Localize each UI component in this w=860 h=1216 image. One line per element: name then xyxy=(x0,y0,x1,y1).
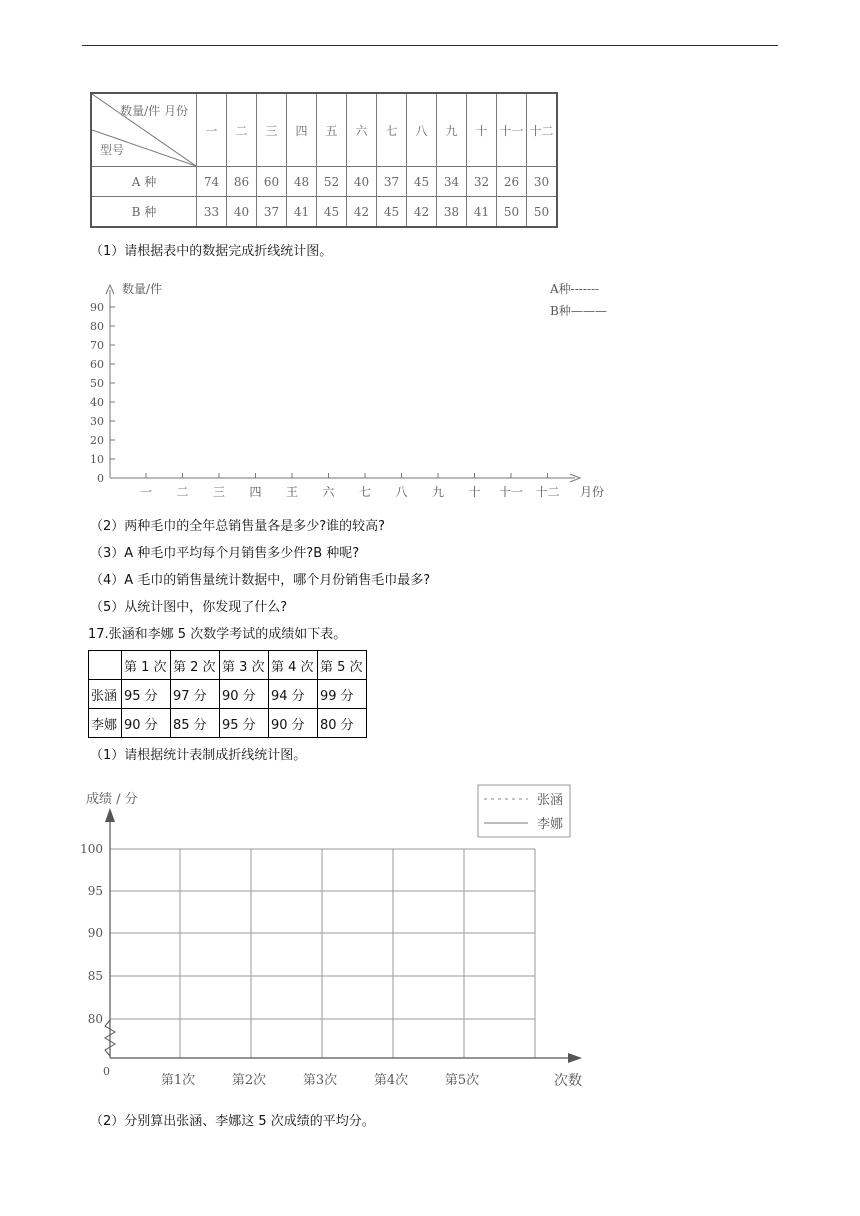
chart1-ytick-label: 50 xyxy=(90,377,104,390)
month-header-cell: 九 xyxy=(437,93,467,167)
month-header-cell: 三 xyxy=(257,93,287,167)
score-cell: 99 分 xyxy=(318,680,367,709)
sales-value-cell: 50 xyxy=(527,197,558,228)
sales-value-cell: 38 xyxy=(437,197,467,228)
score-cell: 95 分 xyxy=(220,709,269,738)
chart1-ytick-label: 0 xyxy=(97,472,104,485)
score-header-cell: 第 1 次 xyxy=(122,651,171,680)
chart1-xtick-label: 十 xyxy=(468,485,481,499)
question-17-2: （2）分别算出张涵、李娜这 5 次成绩的平均分。 xyxy=(90,1114,375,1129)
score-cell: 94 分 xyxy=(269,680,318,709)
score-cell: 95 分 xyxy=(122,680,171,709)
month-header-cell: 十二 xyxy=(527,93,558,167)
chart2-ytick-label: 100 xyxy=(80,842,103,856)
score-cell: 90 分 xyxy=(122,709,171,738)
sales-value-cell: 86 xyxy=(227,167,257,197)
sales-value-cell: 60 xyxy=(257,167,287,197)
question-17-1: （1）请根据统计表制成折线统计图。 xyxy=(90,748,307,763)
chart2-ytick-label: 80 xyxy=(87,1012,103,1026)
student-name-cell: 张涵 xyxy=(89,680,122,709)
score-cell: 90 分 xyxy=(220,680,269,709)
question-16-1: （1）请根据表中的数据完成折线统计图。 xyxy=(90,244,333,259)
sales-row-b xyxy=(91,197,557,228)
sales-value-cell: 34 xyxy=(437,167,467,197)
problem-17-title: 17.张涵和李娜 5 次数学考试的成绩如下表。 xyxy=(88,627,347,642)
chart1-xtick-label: 八 xyxy=(395,485,408,499)
sales-value-cell: 45 xyxy=(377,197,407,228)
sales-value-cell: 74 xyxy=(197,167,227,197)
chart1-xtick-label: 九 xyxy=(431,485,445,499)
month-header-cell: 二 xyxy=(227,93,257,167)
chart2-ytick-label: 85 xyxy=(87,969,103,983)
score-cell: 97 分 xyxy=(171,680,220,709)
chart1-legend-a: A种------- xyxy=(550,282,600,296)
sales-value-cell: 42 xyxy=(407,197,437,228)
chart2-ytick-label: 95 xyxy=(87,884,103,898)
score-table xyxy=(88,650,367,738)
score-header-cell: 第 4 次 xyxy=(269,651,318,680)
legend-zhanghan-label: 张涵 xyxy=(537,793,564,808)
chart1-ytick-label: 70 xyxy=(90,339,104,352)
chart1-xtick-label: 七 xyxy=(358,485,372,499)
corner-label-top: 数量/件 月份 xyxy=(120,104,188,118)
chart1-xtick-label: 六 xyxy=(322,485,335,499)
chart2-legend-box xyxy=(478,785,570,837)
question-16-4: （4）A 毛巾的销售量统计数据中，哪个月份销售毛巾最多? xyxy=(90,573,431,588)
sales-value-cell: 37 xyxy=(257,197,287,228)
score-header-cell: 第 3 次 xyxy=(220,651,269,680)
chart2-origin: 0 xyxy=(103,1065,110,1078)
chart2-xtick-label: 第2次 xyxy=(231,1073,267,1088)
chart1-xtick-label: 王 xyxy=(285,485,299,499)
sales-value-cell: 37 xyxy=(377,167,407,197)
sales-value-cell: 33 xyxy=(197,197,227,228)
sales-table xyxy=(90,92,558,228)
question-16-5: （5）从统计图中，你发现了什么? xyxy=(90,600,288,615)
month-header-cell: 八 xyxy=(407,93,437,167)
corner-label-bottom: 型号 xyxy=(100,143,125,157)
score-header-cell xyxy=(89,651,122,680)
chart1-xtick-label: 十一 xyxy=(498,485,524,499)
question-16-2: （2）两种毛巾的全年总销售量各是多少?谁的较高? xyxy=(90,519,386,534)
chart1-ytick-label: 90 xyxy=(90,301,104,314)
score-row-zhanghan xyxy=(89,680,367,709)
chart2-xtick-label: 第5次 xyxy=(444,1073,480,1088)
sales-value-cell: 32 xyxy=(467,167,497,197)
chart2-xtick-label: 第3次 xyxy=(302,1073,338,1088)
sales-value-cell: 30 xyxy=(527,167,558,197)
score-cell: 85 分 xyxy=(171,709,220,738)
sales-value-cell: 41 xyxy=(467,197,497,228)
sales-value-cell: 40 xyxy=(227,197,257,228)
sales-value-cell: 45 xyxy=(317,197,347,228)
sales-value-cell: 26 xyxy=(497,167,527,197)
sales-value-cell: 50 xyxy=(497,197,527,228)
month-header-cell: 四 xyxy=(287,93,317,167)
month-header-cell: 六 xyxy=(347,93,377,167)
month-header-cell: 十 xyxy=(467,93,497,167)
score-header-cell: 第 2 次 xyxy=(171,651,220,680)
sales-value-cell: 42 xyxy=(347,197,377,228)
chart1-ytick-label: 30 xyxy=(90,415,104,428)
chart1-ytick-label: 60 xyxy=(90,358,104,371)
legend-lina-label: 李娜 xyxy=(537,817,564,832)
table-corner-cell xyxy=(91,93,197,167)
chart2-ylabel: 成绩 / 分 xyxy=(86,792,138,807)
chart1-xtick-label: 十二 xyxy=(535,485,560,499)
chart1-ytick-label: 10 xyxy=(90,453,104,466)
sales-value-cell: 41 xyxy=(287,197,317,228)
student-name-cell: 李娜 xyxy=(89,709,122,738)
month-header-cell: 七 xyxy=(377,93,407,167)
chart1-ytick-label: 20 xyxy=(90,434,104,447)
row-label: B 种 xyxy=(91,197,197,228)
chart2-xtick-label: 第1次 xyxy=(160,1073,196,1088)
month-header-cell: 十一 xyxy=(497,93,527,167)
chart1-xtick-label: 二 xyxy=(176,485,189,499)
chart1-xtick-label: 一 xyxy=(139,485,153,499)
chart1-ytick-label: 80 xyxy=(90,320,104,333)
sales-header-row xyxy=(91,93,557,167)
score-row-lina xyxy=(89,709,367,738)
chart1-ytick-label: 40 xyxy=(90,396,104,409)
month-header-cell: 五 xyxy=(317,93,347,167)
sales-value-cell: 52 xyxy=(317,167,347,197)
sales-value-cell: 48 xyxy=(287,167,317,197)
sales-value-cell: 40 xyxy=(347,167,377,197)
score-header-row xyxy=(89,651,367,680)
question-16-3: （3）A 种毛巾平均每个月销售多少件?B 种呢? xyxy=(90,546,360,561)
row-label: A 种 xyxy=(91,167,197,197)
chart1-legend-b: B种——— xyxy=(550,304,607,318)
chart1-ylabel: 数量/件 xyxy=(122,282,163,296)
month-header-cell: 一 xyxy=(197,93,227,167)
score-cell: 90 分 xyxy=(269,709,318,738)
score-header-cell: 第 5 次 xyxy=(318,651,367,680)
chart1-xlabel: 月份 xyxy=(580,485,605,499)
chart2-xlabel: 次数 xyxy=(554,1073,582,1089)
header-rule xyxy=(82,45,778,46)
chart1-xtick-label: 三 xyxy=(212,485,226,499)
chart2-xtick-label: 第4次 xyxy=(373,1073,409,1088)
score-cell: 80 分 xyxy=(318,709,367,738)
sales-value-cell: 45 xyxy=(407,167,437,197)
chart1-xtick-label: 四 xyxy=(249,485,262,499)
chart2-ytick-label: 90 xyxy=(87,926,103,940)
sales-row-a xyxy=(91,167,557,197)
